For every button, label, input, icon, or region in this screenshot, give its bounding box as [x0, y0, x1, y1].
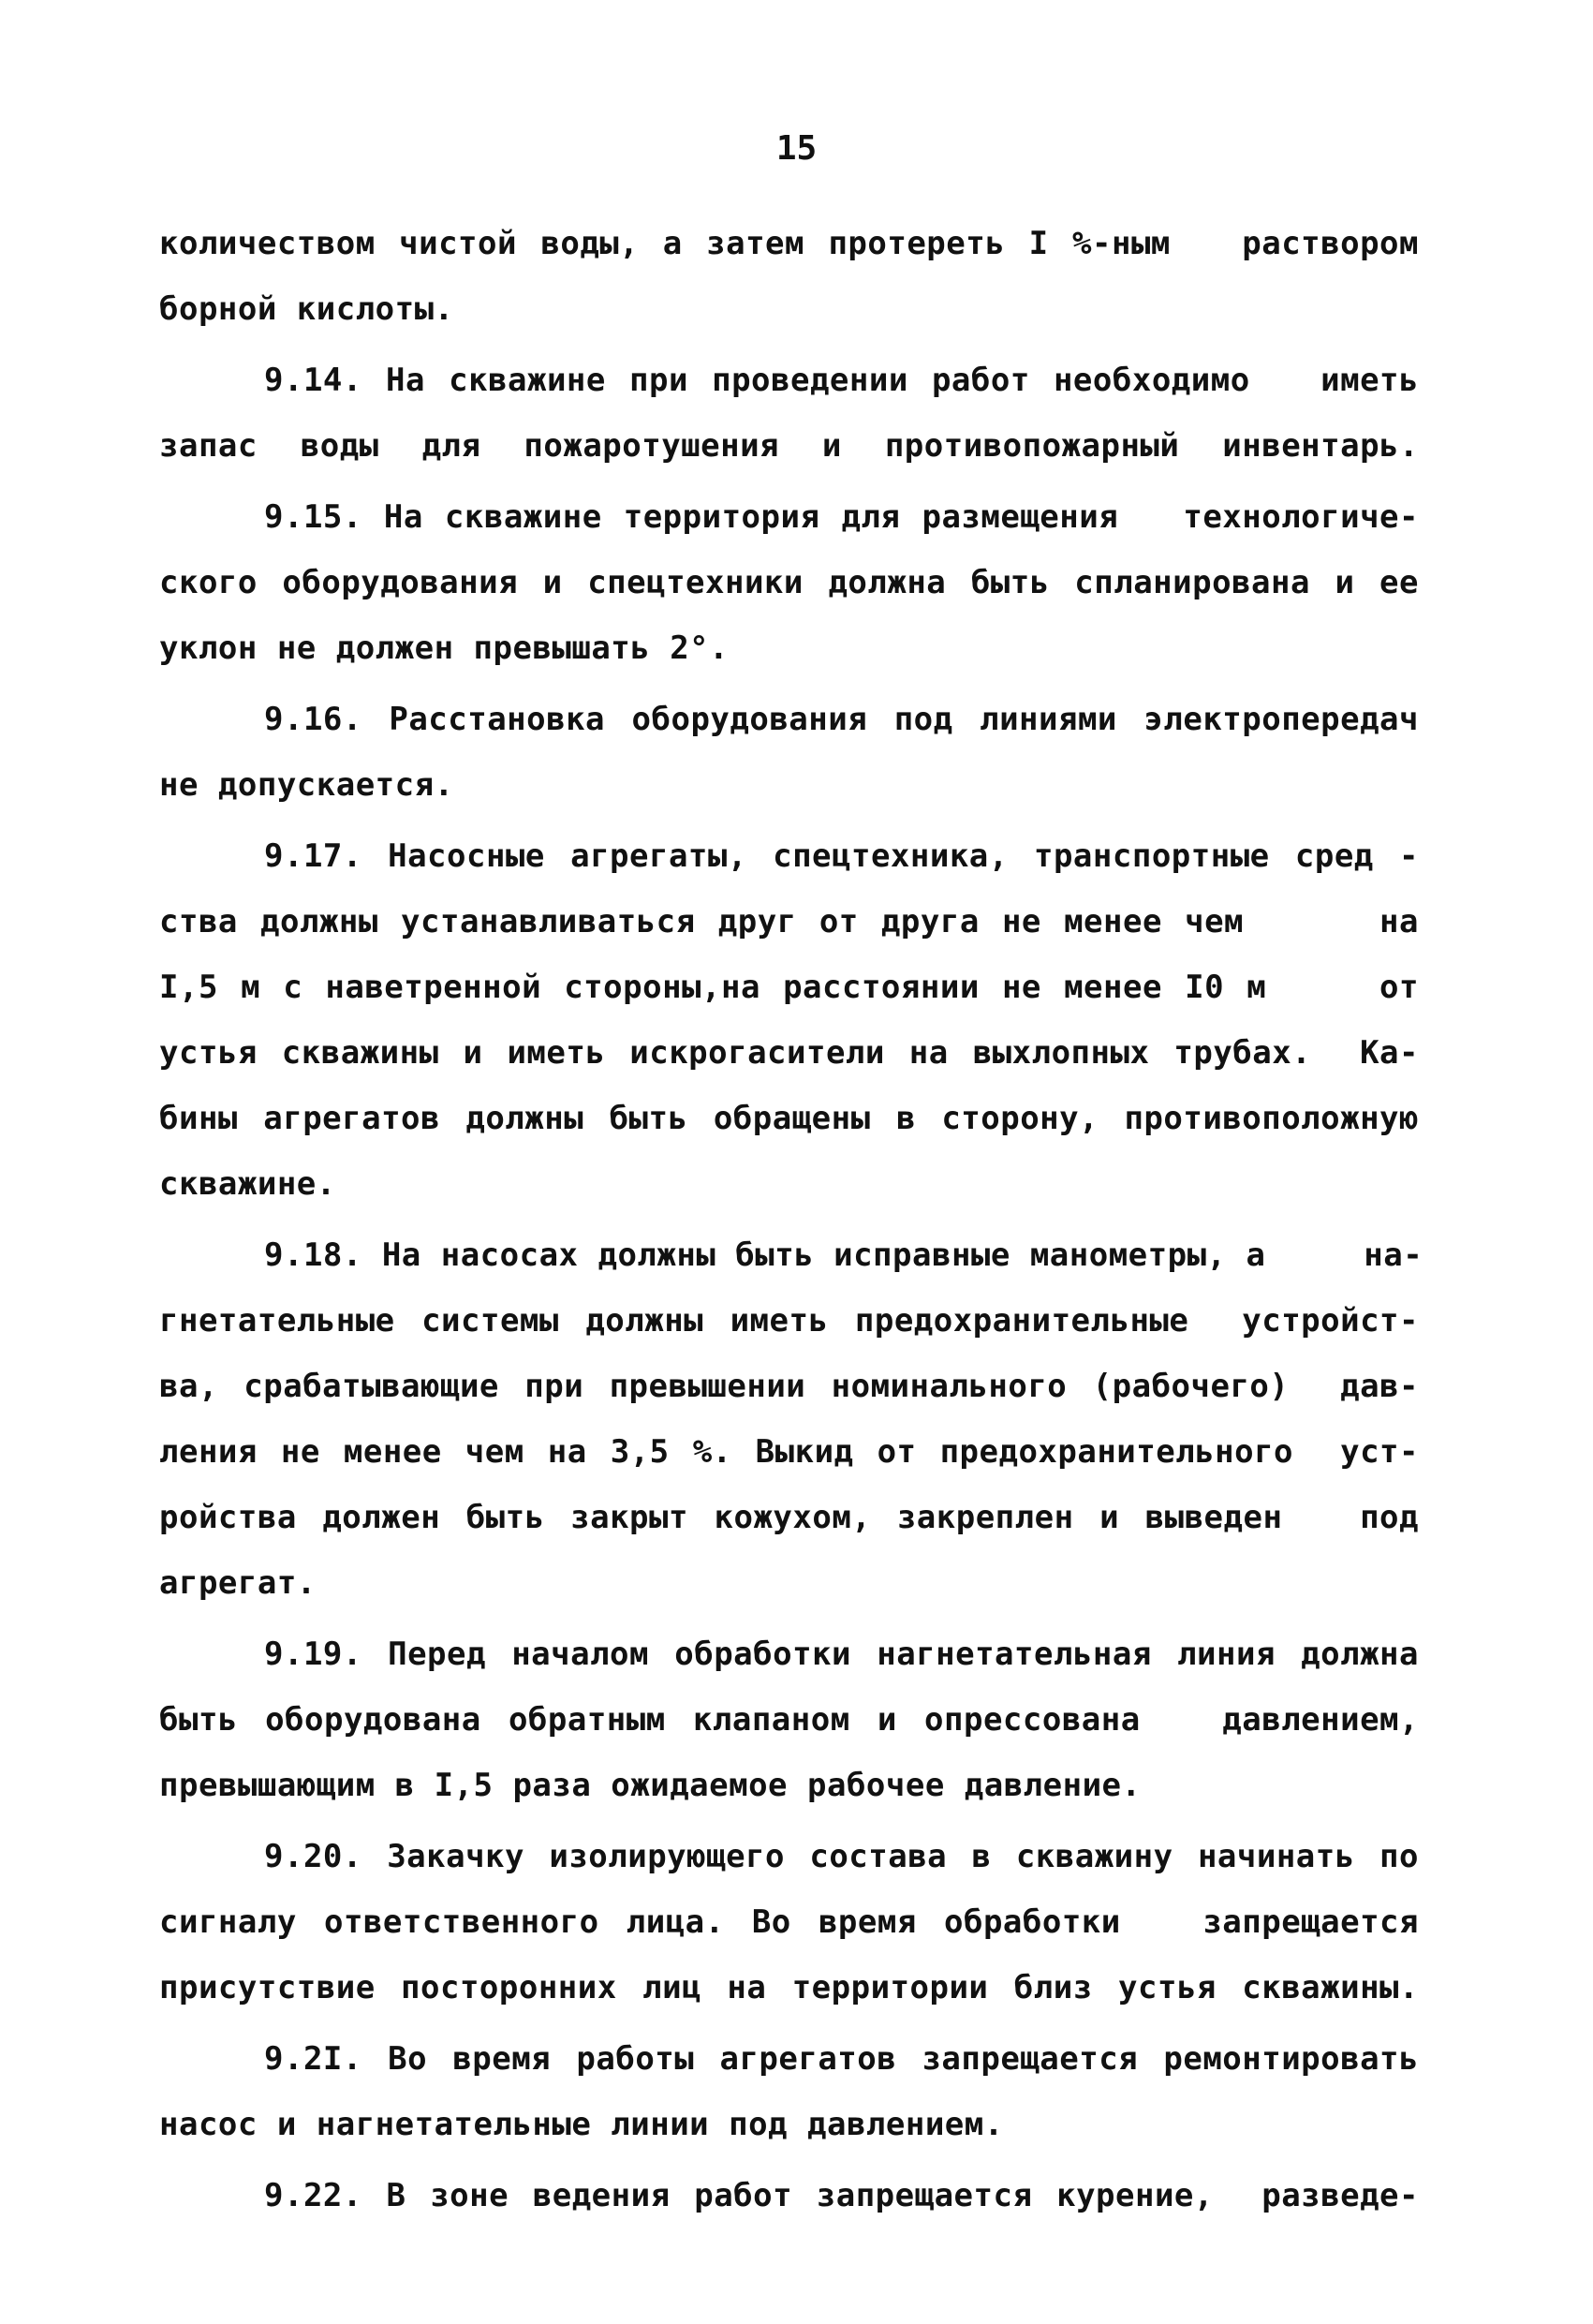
- paragraph-9-15-line: 9.15. На скважине территория для размещения технологиче-: [264, 498, 1419, 536]
- text-line: не допускается.: [159, 766, 454, 804]
- paragraph-9-22-line: 9.22. В зоне ведения работ запрещается курение, разведе-: [264, 2177, 1419, 2214]
- paragraph-9-20-line: 9.20. Закачку изолирующего состава в скважину начинать по: [264, 1838, 1419, 1875]
- text-line: сигналу ответственного лица. Во время обработки запрещается: [159, 1903, 1419, 1941]
- text-line: насос и нагнетательные линии под давлением.: [159, 2106, 1004, 2143]
- paragraph-9-14-line: 9.14. На скважине при проведении работ необходимо иметь: [264, 362, 1419, 399]
- text-line: скважине.: [159, 1165, 336, 1203]
- text-line: ства должны устанавливаться друг от друга не менее чем на: [159, 903, 1419, 940]
- text-line: быть оборудована обратным клапаном и опрессована давлением,: [159, 1701, 1419, 1739]
- text-line: ления не менее чем на 3,5 %. Выкид от предохранительного уст-: [159, 1433, 1419, 1471]
- text-line: ройства должен быть закрыт кожухом, закреплен и выведен под: [159, 1499, 1419, 1536]
- page-number: 15: [775, 129, 818, 168]
- text-line: количеством чистой воды, а затем протереть I %-ным раствором: [159, 225, 1419, 262]
- paragraph-9-16-line: 9.16. Расстановка оборудования под линиями электропередач: [264, 701, 1419, 738]
- text-line: гнетательные системы должны иметь предохранительные устройст-: [159, 1302, 1419, 1340]
- paragraph-9-18-line: 9.18. На насосах должны быть исправные манометры, а на-: [264, 1236, 1423, 1274]
- paragraph-9-19-line: 9.19. Перед началом обработки нагнетательная линия должна: [264, 1636, 1419, 1673]
- text-line: бины агрегатов должны быть обращены в сторону, противоположную: [159, 1100, 1419, 1137]
- text-line: агрегат.: [159, 1564, 317, 1602]
- text-line: борной кислоты.: [159, 290, 454, 328]
- text-line: устья скважины и иметь искрогасители на выхлопных трубах. Ка-: [159, 1034, 1419, 1072]
- paragraph-9-17-line: 9.17. Насосные агрегаты, спецтехника, транспортные сред -: [264, 837, 1419, 875]
- text-line: ского оборудования и спецтехники должна быть спланирована и ее: [159, 564, 1419, 601]
- text-line: превышающим в I,5 раза ожидаемое рабочее давление.: [159, 1767, 1142, 1804]
- text-line: запас воды для пожаротушения и противопожарный инвентарь.: [159, 427, 1419, 465]
- paragraph-9-21-line: 9.2I. Во время работы агрегатов запрещается ремонтировать: [264, 2040, 1419, 2078]
- text-line: I,5 м с наветренной стороны,на расстоянии не менее I0 м от: [159, 969, 1419, 1006]
- text-line: присутствие посторонних лиц на территории близ устья скважины.: [159, 1969, 1419, 2006]
- text-line: уклон не должен превышать 2°.: [159, 629, 730, 667]
- text-line: ва, срабатывающие при превышении номинального (рабочего) дав-: [159, 1368, 1419, 1405]
